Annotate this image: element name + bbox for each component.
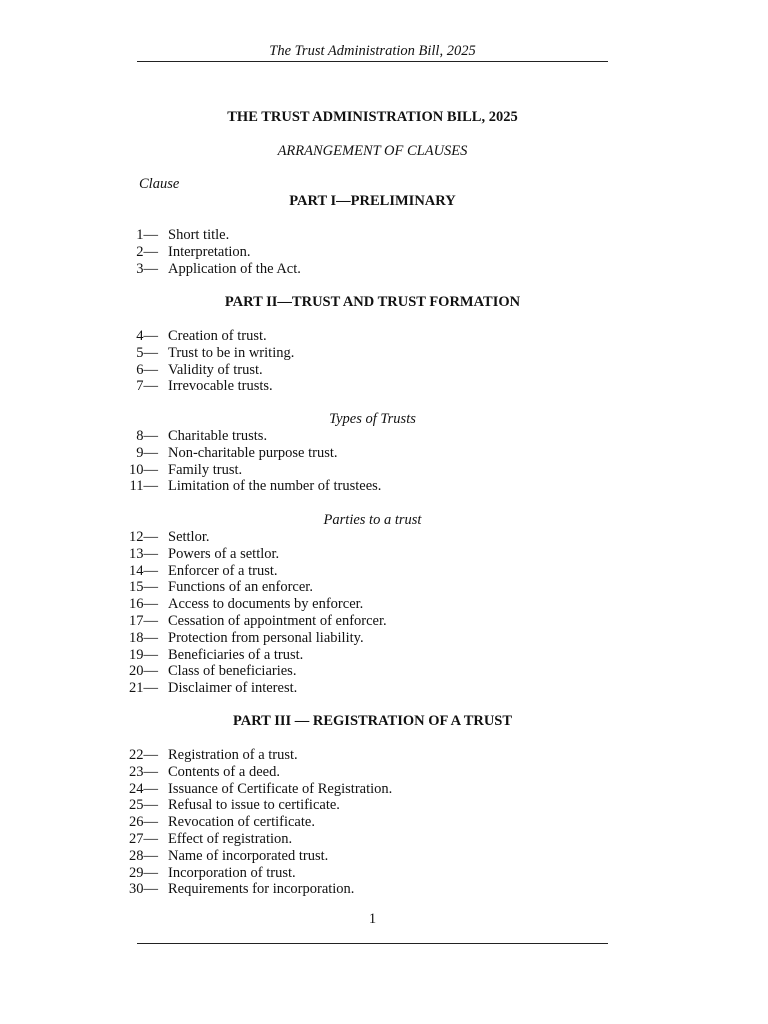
clause-row [0, 865, 768, 882]
clause-number: 16— [129, 596, 158, 613]
part-1-clause-list [0, 227, 768, 277]
clause-title: Disclaimer of interest. [168, 680, 298, 697]
clause-number: 27— [129, 830, 158, 847]
clause-title: Trust to be in writing. [168, 344, 295, 361]
part-3-heading: PART III — REGISTRATION OF A TRUST [232, 713, 513, 729]
clause-row [0, 781, 768, 798]
clause-number: 25— [129, 797, 158, 814]
clause-row [0, 478, 768, 495]
clause-title: Irrevocable trusts. [168, 378, 273, 395]
clause-column-label: Clause [139, 176, 180, 192]
clause-row [0, 445, 768, 462]
clause-title: Settlor. [168, 529, 210, 545]
clause-number: 20— [129, 663, 158, 680]
clause-number: 28— [129, 847, 158, 864]
clause-title: Beneficiaries of a trust. [168, 646, 304, 663]
clause-title: Application of the Act. [168, 260, 301, 277]
clause-row [0, 378, 768, 395]
part-1-heading: PART I—PRELIMINARY [289, 193, 456, 209]
clause-row [0, 764, 768, 781]
clause-row [0, 680, 768, 697]
clause-row [0, 647, 768, 664]
clause-title: Requirements for incorporation. [168, 881, 355, 898]
clause-number: 11— [129, 478, 158, 495]
clause-number: 2— [136, 243, 158, 260]
clause-number: 7— [136, 378, 158, 395]
clause-title: Protection from personal liability. [168, 629, 364, 646]
clause-number: 1— [136, 227, 158, 243]
clause-row [0, 261, 768, 278]
clause-title: Validity of trust. [168, 361, 263, 378]
clause-row [0, 797, 768, 814]
clause-title: Registration of a trust. [168, 747, 298, 763]
clause-number: 12— [129, 529, 158, 545]
clause-title: Refusal to issue to certificate. [168, 797, 340, 814]
clause-number: 19— [129, 646, 158, 663]
clause-number: 8— [136, 428, 158, 444]
clause-number: 3— [136, 260, 158, 277]
clause-number: 10— [129, 461, 158, 478]
clause-row [0, 848, 768, 865]
clause-row [0, 462, 768, 479]
clause-row [0, 613, 768, 630]
clause-number: 29— [129, 864, 158, 881]
clause-number: 9— [136, 444, 158, 461]
clause-number: 30— [129, 881, 158, 898]
footer-rule [137, 943, 608, 944]
clause-number: 26— [129, 814, 158, 831]
running-head: The Trust Administration Bill, 2025 [269, 43, 476, 59]
clause-title: Access to documents by enforcer. [168, 596, 364, 613]
clause-number: 23— [129, 763, 158, 780]
clause-row [0, 881, 768, 898]
clause-title: Functions of an enforcer. [168, 579, 313, 596]
clause-row [0, 529, 768, 546]
clause-row [0, 328, 768, 345]
clause-number: 21— [129, 680, 158, 697]
clause-title: Effect of registration. [168, 830, 293, 847]
arrangement-heading: ARRANGEMENT OF CLAUSES [277, 143, 468, 159]
parties-clause-list [0, 529, 768, 697]
clause-number: 17— [129, 612, 158, 629]
clause-row [0, 747, 768, 764]
clause-row [0, 579, 768, 596]
parties-to-trust-heading: Parties to a trust [323, 512, 422, 528]
document-title: THE TRUST ADMINISTRATION BILL, 2025 [227, 109, 518, 125]
clause-number: 13— [129, 545, 158, 562]
clause-number: 14— [129, 562, 158, 579]
clause-number: 5— [136, 344, 158, 361]
types-clause-list [0, 428, 768, 495]
clause-title: Non-charitable purpose trust. [168, 444, 338, 461]
clause-title: Family trust. [168, 461, 243, 478]
clause-row [0, 814, 768, 831]
clause-row [0, 345, 768, 362]
clause-number: 15— [129, 579, 158, 596]
clause-row [0, 663, 768, 680]
clause-row [0, 362, 768, 379]
types-of-trusts-heading: Types of Trusts [329, 411, 416, 427]
clause-title: Limitation of the number of trustees. [168, 478, 382, 495]
clause-title: Interpretation. [168, 243, 251, 260]
clause-row [0, 831, 768, 848]
clause-number: 22— [129, 747, 158, 763]
part-2-clause-list [0, 328, 768, 395]
clause-title: Enforcer of a trust. [168, 562, 278, 579]
part-2-heading: PART II—TRUST AND TRUST FORMATION [224, 294, 521, 310]
clause-row [0, 596, 768, 613]
header-rule [137, 61, 608, 62]
clause-number: 24— [129, 780, 158, 797]
clause-row [0, 546, 768, 563]
clause-title: Issuance of Certificate of Registration. [168, 780, 393, 797]
clause-title: Class of beneficiaries. [168, 663, 297, 680]
clause-number: 4— [136, 328, 158, 344]
clause-row [0, 630, 768, 647]
clause-title: Creation of trust. [168, 328, 267, 344]
clause-row [0, 227, 768, 244]
clause-number: 6— [136, 361, 158, 378]
part-3-clause-list [0, 747, 768, 898]
clause-title: Cessation of appointment of enforcer. [168, 612, 387, 629]
clause-title: Revocation of certificate. [168, 814, 315, 831]
clause-row [0, 563, 768, 580]
clause-title: Name of incorporated trust. [168, 847, 329, 864]
clause-number: 18— [129, 629, 158, 646]
clause-title: Short title. [168, 227, 230, 243]
clause-title: Charitable trusts. [168, 428, 268, 444]
clause-title: Powers of a settlor. [168, 545, 280, 562]
clause-title: Incorporation of trust. [168, 864, 296, 881]
page-number: 1 [368, 911, 377, 927]
clause-title: Contents of a deed. [168, 763, 280, 780]
clause-row [0, 428, 768, 445]
clause-row [0, 244, 768, 261]
